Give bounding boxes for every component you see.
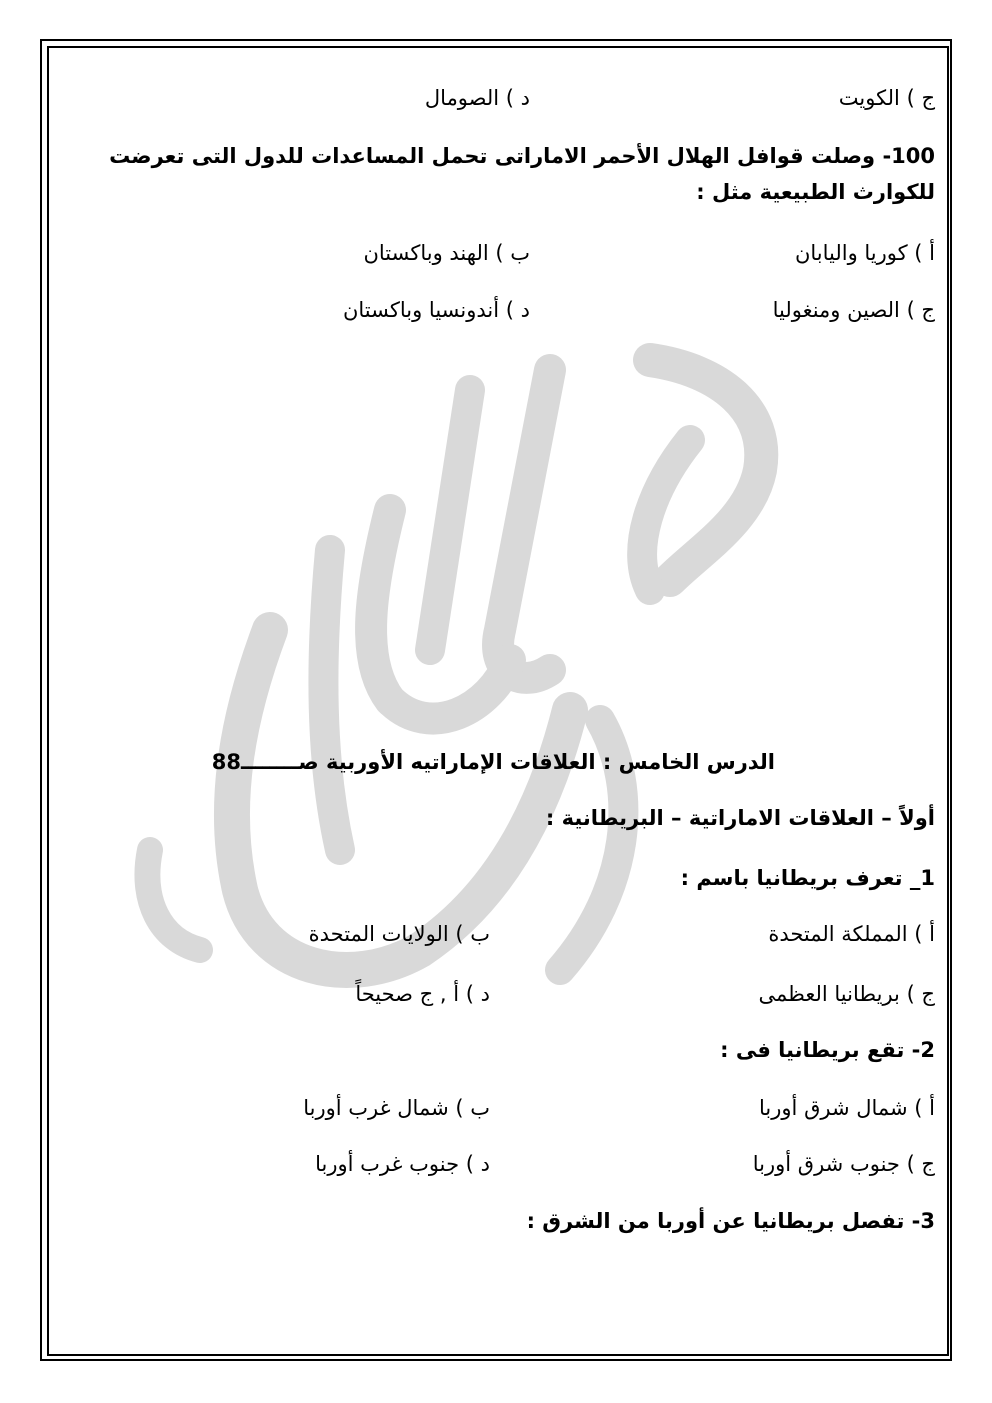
q2-question: 2- تقع بريطانيا فى : xyxy=(720,1038,935,1062)
section-title: أولاً – العلاقات الاماراتية – البريطانية : xyxy=(545,806,935,830)
q100-options-row-2 xyxy=(55,292,935,328)
q2-option-d[interactable]: د ) جنوب غرب أوربا xyxy=(315,1152,490,1176)
q2-options-row-1 xyxy=(55,1090,935,1126)
q99-option-d[interactable]: د ) الصومال xyxy=(424,86,530,110)
q2-option-a[interactable]: أ ) شمال شرق أوربا xyxy=(759,1096,935,1120)
q99-option-c[interactable]: ج ) الكويت xyxy=(838,86,935,110)
q100-text: وصلت قوافل الهلال الأحمر الاماراتى تحمل المساعدات للدول التى تعرضت للكوارث الطبيعية مثل : xyxy=(109,144,935,204)
q1-options-row-2 xyxy=(55,976,935,1012)
lesson-title: الدرس الخامس : العلاقات الإماراتيه الأوربية صــــــــ88 xyxy=(211,750,775,774)
q100-option-a[interactable]: أ ) كوريا واليابان xyxy=(794,241,935,265)
q100-option-d[interactable]: د ) أندونسيا وباكستان xyxy=(342,298,530,322)
q100-option-c[interactable]: ج ) الصين ومنغوليا xyxy=(772,298,935,322)
q1-option-c[interactable]: ج ) بريطانيا العظمى xyxy=(758,982,935,1006)
q1-question: 1_ تعرف بريطانيا باسم : xyxy=(680,866,935,890)
q2-option-c[interactable]: ج ) جنوب شرق أوربا xyxy=(752,1152,935,1176)
q100-question xyxy=(55,138,935,210)
q100-option-b[interactable]: ب ) الهند وباكستان xyxy=(363,241,530,265)
q100-number: 100- xyxy=(882,144,935,168)
q1-options-row-1 xyxy=(55,916,935,952)
q2-options-row-2 xyxy=(55,1146,935,1182)
q1-option-a[interactable]: أ ) المملكة المتحدة xyxy=(768,922,935,946)
q99-options-row xyxy=(55,80,935,116)
q3-question: 3- تفصل بريطانيا عن أوربا من الشرق : xyxy=(526,1209,935,1233)
q1-option-d[interactable]: د ) أ , ج صحيحاً xyxy=(355,982,490,1006)
q100-options-row-1 xyxy=(55,235,935,271)
q2-option-b[interactable]: ب ) شمال غرب أوربا xyxy=(303,1096,490,1120)
q1-option-b[interactable]: ب ) الولايات المتحدة xyxy=(308,922,490,946)
